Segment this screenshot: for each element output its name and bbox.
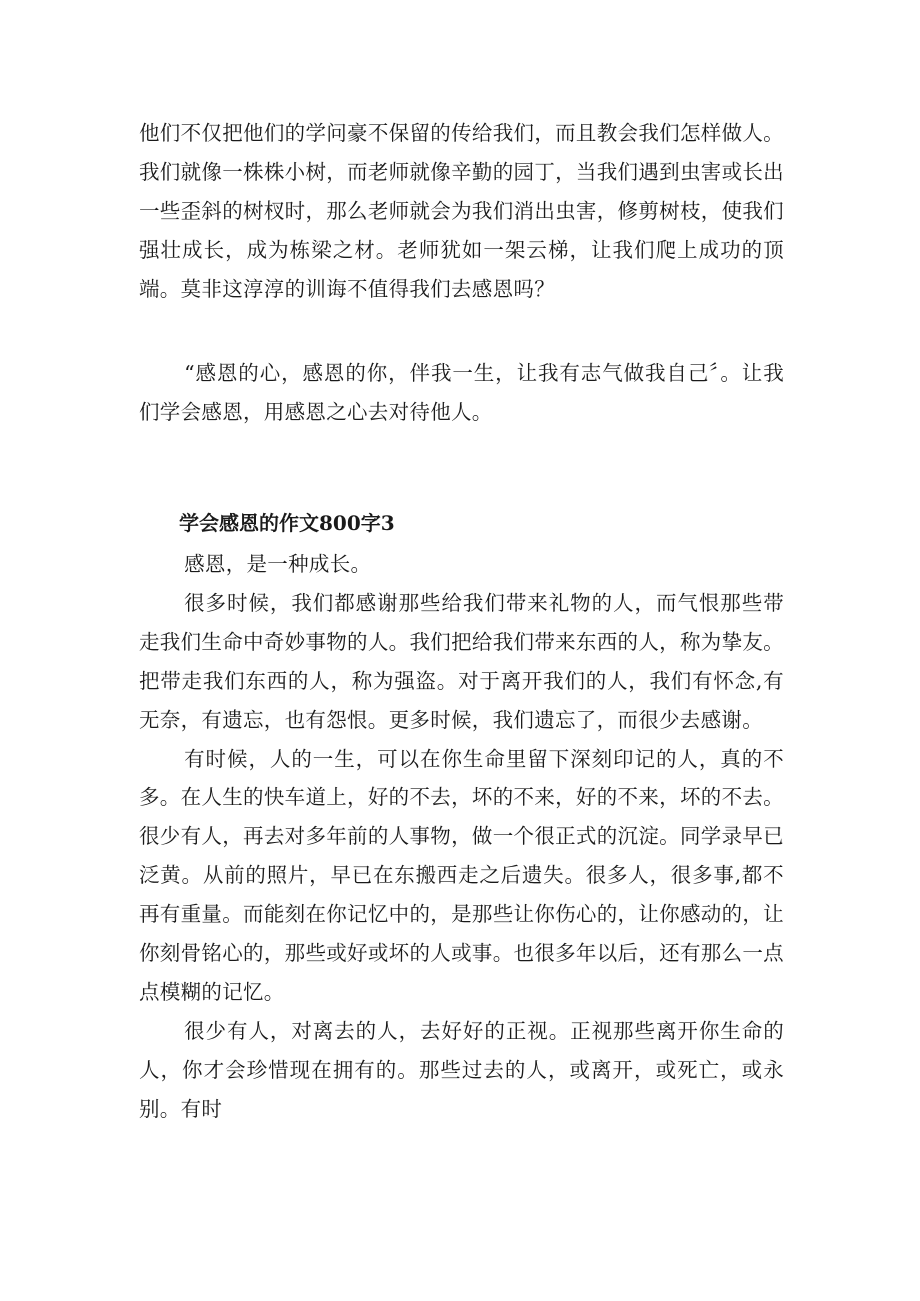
essay-body <box>139 545 784 1129</box>
paragraph-quote: “感恩的心，感恩的你，伴我一生，让我有志气做我自己〞。让我们学会感恩，用感恩之心去对待他人。 <box>139 361 784 424</box>
paragraph-continuation: 他们不仅把他们的学问豪不保留的传给我们，而且教会我们怎样做人。我们就像一株株小树，而老师就像辛勤的园丁，当我们遇到虫害或长出一些歪斜的树杈时，那么老师就会为我们消出虫害，修剪树枝，使我们强壮成长，成为栋梁之材。老师犹如一架云梯，让我们爬上成功的顶端。莫非这淳淳的训诲不值得我们去感恩吗？ <box>139 121 784 301</box>
paragraph: 感恩，是一种成长。 <box>184 552 372 576</box>
section-title: 学会感恩的作文800字3 <box>179 511 395 535</box>
body-text-block <box>139 114 784 309</box>
quote-text-block <box>139 354 784 432</box>
paragraph: 有时候，人的一生，可以在你生命里留下深刻印记的人，真的不多。在人生的快车道上，好的不去，坏的不来，好的不来，坏的不去。很少有人，再去对多年前的人事物，做一个很正式的沉淀。同学录早已泛黄。从前的照片，早已在东搬西走之后遗失。很多人，很多事,都不再有重量。而能刻在你记忆中的，是那些让你伤心的，让你感动的，让你刻骨铭心的，那些或好或坏的人或事。也很多年以后，还有那么一点点模糊的记忆。 <box>139 746 784 1004</box>
paragraph: 很少有人，对离去的人，去好好的正视。正视那些离开你生命的人，你才会珍惜现在拥有的。那些过去的人，或离开，或死亡，或永别。有时 <box>139 1018 784 1121</box>
paragraph: 很多时候，我们都感谢那些给我们带来礼物的人，而气恨那些带走我们生命中奇妙事物的人。我们把给我们带来东西的人，称为挚友。把带走我们东西的人，称为强盗。对于离开我们的人，我们有怀念,有无奈，有遗忘，也有怨恨。更多时候，我们遗忘了，而很少去感谢。 <box>139 590 784 732</box>
